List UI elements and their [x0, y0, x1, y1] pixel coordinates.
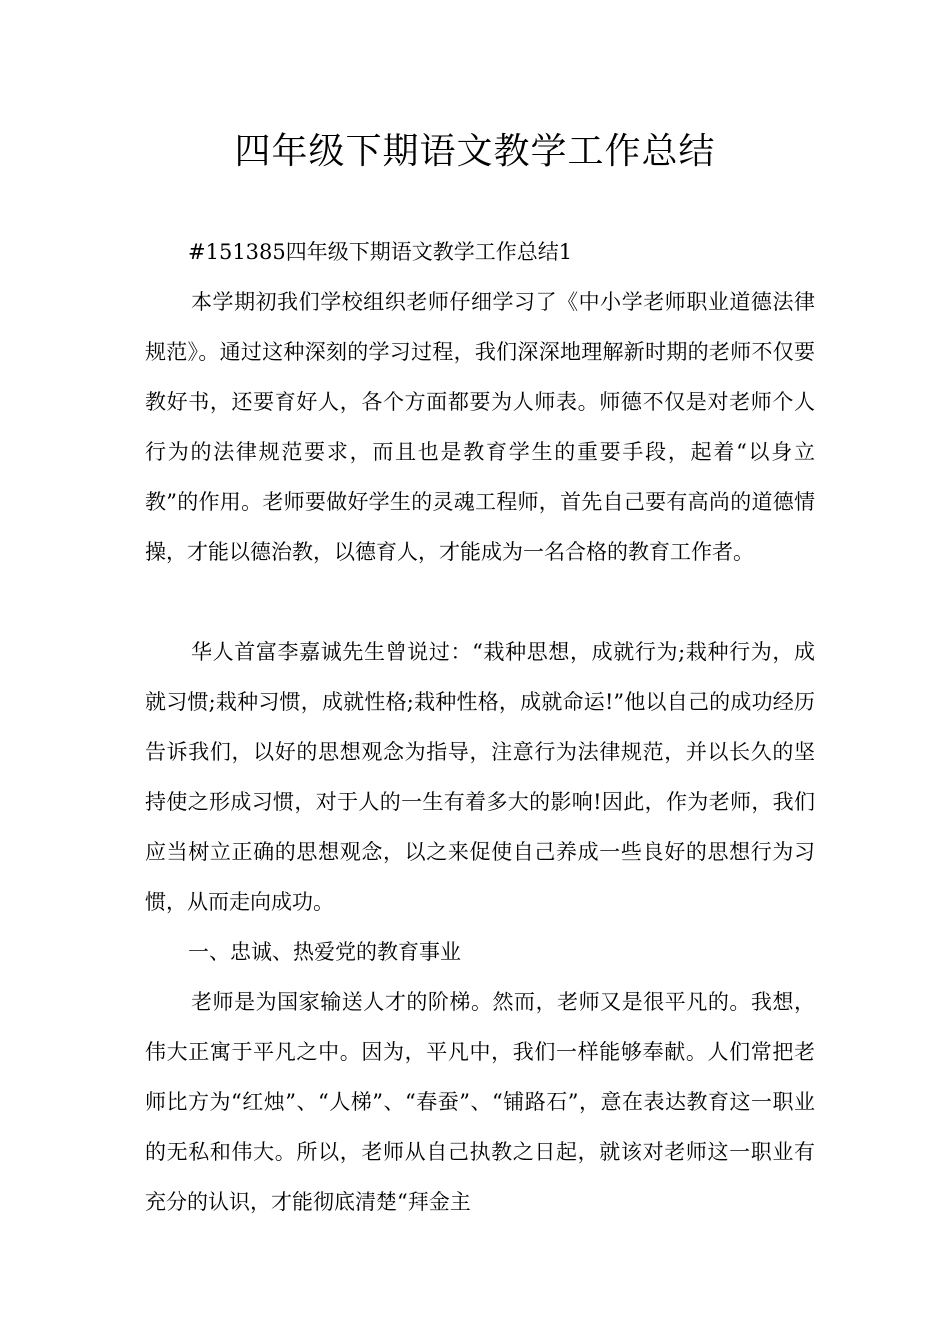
document-title: 四年级下期语文教学工作总结 [234, 131, 716, 172]
paragraph-2: 华人首富李嘉诚先生曾说过：“栽种思想，成就行为;栽种行为，成就习惯;栽种习惯，成就性格;栽种性格，成就命运!”他以自己的成功经历告诉我们，以好的思想观念为指导，注意行为法律规范，并以长久的坚持使之形成习惯，对于人的一生有着多大的影响!因此，作为老师，我们应当树立正确的思想观念，以之来促使自己养成一些良好的思想行为习惯，从而走向成功。 [145, 640, 815, 914]
paragraph-3: 老师是为国家输送人才的阶梯。然而，老师又是很平凡的。我想，伟大正寓于平凡之中。因为，平凡中，我们一样能够奉献。人们常把老师比方为“红烛”、“人梯”、“春蚕”、“铺路石”，意在表达教育这一职业的无私和伟大。所以，老师从自己执教之日起，就该对老师这一职业有充分的认识，才能彻底清楚“拜金主 [145, 990, 815, 1214]
section-heading: 一、忠诚、热爱党的教育事业 [188, 940, 461, 964]
document-subtitle: #151385四年级下期语文教学工作总结1 [188, 240, 573, 264]
paragraph-1: 本学期初我们学校组织老师仔细学习了《中小学老师职业道德法律规范》。通过这种深刻的学习过程，我们深深地理解新时期的老师不仅要教好书，还要育好人，各个方面都要为人师表。师德不仅是对老师个人行为的法律规范要求，而且也是教育学生的重要手段，起着“以身立教”的作用。老师要做好学生的灵魂工程师，首先自己要有高尚的道德情操，才能以德治教，以德育人，才能成为一名合格的教育工作者。 [145, 290, 815, 564]
